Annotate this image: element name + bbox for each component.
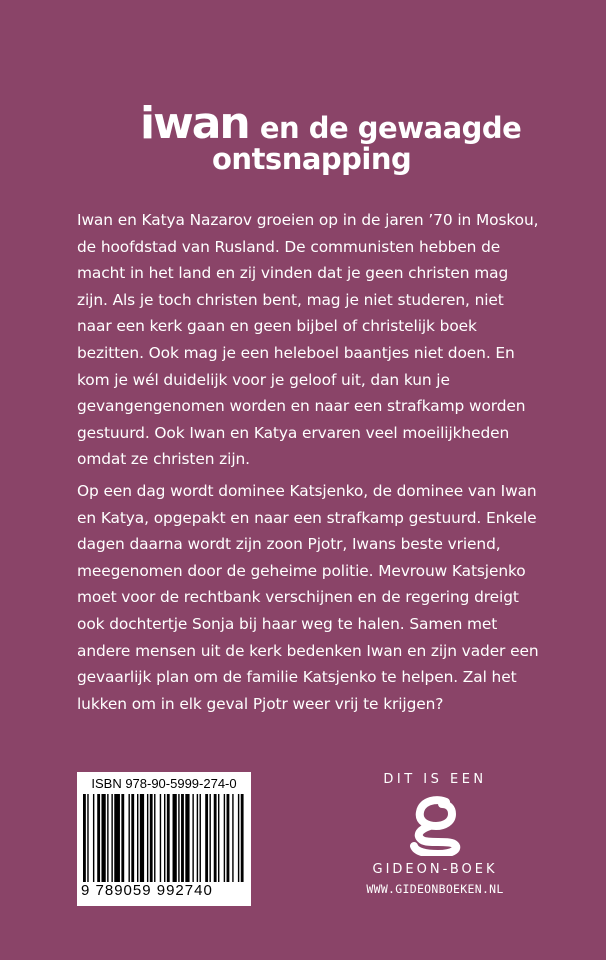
blurb-paragraph-2: Op een dag wordt dominee Katsjenko, de dominee van Iwan en Katya, opgepakt en naar een strafkamp gestuurd. Enkele dagen daarna wordt zijn zoon Pjotr, Iwans beste vriend, meegenomen door de geheime politie. Mevrouw Katsjenko moet voor de rechtbank verschijnen en de regering dreigt ook dochtertje Sonja bij haar weg te halen. Samen met andere mensen uit de kerk bedenken Iwan en zijn vader een gevaarlijk plan om de familie Katsjenko te helpen. Zal het lukken om in elk geval Pjotr weer vrij te krijgen? [77, 482, 539, 713]
title-subtitle-part-2: ontsnapping [212, 142, 412, 176]
publisher-url: WWW.GIDEONBOEKEN.NL [366, 882, 504, 896]
publisher-tagline: DIT IS EEN [383, 772, 487, 787]
blurb-paragraph-1: Iwan en Katya Nazarov groeien op in de jaren ’70 in Moskou, de hoofdstad van Rusland. De communisten hebben de macht in het land en zij vinden dat je geen christen mag zijn. Als je toch christen bent, mag je niet studeren, niet naar een kerk gaan en geen bijbel of christelijk boek bezitten. Ook mag je een heleboel baantjes niet doen. En kom je wél duidelijk voor je geloof uit, dan kun je gevangengenomen worden en naar een strafkamp worden gestuurd. Ook Iwan en Katya ervaren veel moeilijkheden omdat ze christen zijn. [77, 211, 539, 469]
isbn-barcode [77, 772, 251, 906]
publisher-name: GIDEON-BOEK [372, 862, 498, 877]
ean-digits: 9 789059 992740 [81, 882, 213, 899]
title-iwan: iwan [140, 98, 249, 149]
isbn-label: ISBN 978-90-5999-274-0 [91, 776, 237, 791]
title-subtitle-part-1: en de gewaagde [259, 111, 522, 145]
barcode-bars [83, 794, 245, 882]
g-letter-logo-icon [408, 796, 464, 856]
